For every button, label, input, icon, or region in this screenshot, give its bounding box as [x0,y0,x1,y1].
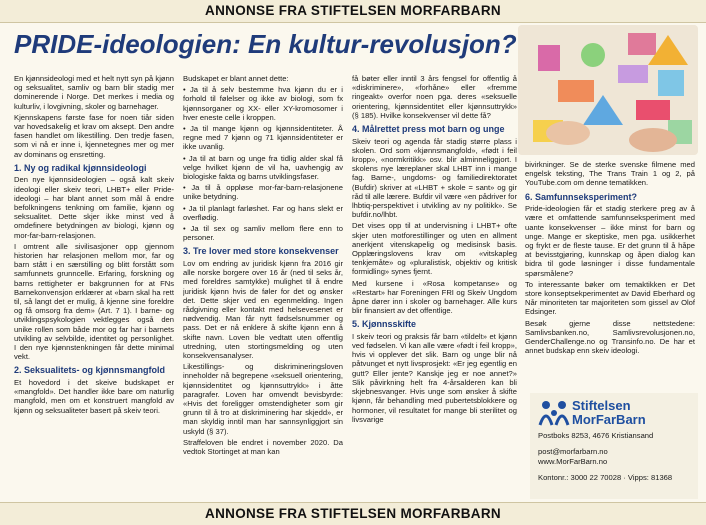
bullet-item: • Ja til mange kjønn og kjønnsidentiteter. Å regne med 7 kjønn og 71 kjønnsidentiteter er ikke uvanlig. [183,124,343,152]
bottom-banner: ANNONSE FRA STIFTELSEN MORFARBARN [0,502,706,525]
bullet-item: • Ja til å oppløse mor-far-barn-relasjonene unike betydning. [183,183,343,202]
paragraph: Straffeloven ble endret i november 2020. Da vedtok Stortinget at man kan [183,437,343,457]
account-number: Kontonr.: 3000 22 70028 · Vipps: 81368 [538,473,673,483]
column-1 [14,74,174,494]
website: www.MorFarBarn.no [538,456,608,466]
paragraph: Pride-ideologien får et stadig sterkere preg av å være et omfattende samfunnseksperiment med uante konsekvenser – ikke minst for barn og unge. Mange er skeptiske, men pga. usikkerhet og frykt er de fleste tause. Er det grunn til å håpe at bevisstgjøring, kunnskap og åpen dialog kan bidra til gode løsninger i disse fundamentale spørsmålene? [525,204,695,278]
paragraph: Skeiv teori og agenda får stadig større plass i skolen. Ord som «kjønnsmangfold», «født i feil kropp», «normkritikk» osv. blir alminneliggjort. I skolens nye læreplaner skal LHBT inn i mange fag. Barne-, ungdoms- og familiedirektoratet (Bufdir) skriver at «LHBT + skole = sant» og gir råd til alle lærere. Bufdir vil være «en pådriver for lhbtiq-perspektivet i utvikling av ny politikk». Se bufdir.no/lhbt. [352,136,517,220]
paragraph: Besøk gjerne disse nettstedene: Samlivsbanken.no, Samlivsrevolusjonen.no, GenderChallenge.no og Transinfo.no. De har et annet budskap enn skeiv ideologi. [525,318,695,356]
section-heading-1: 1. Ny og radikal kjønnsideologi [14,162,147,173]
paragraph: Den nye kjønnsideologien – også kalt skeiv ideologi eller skeiv teori, LHBT+ eller Pride-ideologi – har blant annet som mål å endre befolkningens tenkning om familie, kjønn og seksualitet. Dette skjer ikke minst ved å omdefinere betydningen av biologi, kjønn og mor-far-barn-relasjonen. [14,175,174,240]
section-heading-4: 4. Målrettet press mot barn og unge [352,124,505,135]
paragraph: Likestillings- og diskrimineringsloven inneholder nå begrepene «seksuell orientering, kjønnsidentitet og kjønnsuttrykk» i åtte paragrafer. Loven har omvendt bevisbyrde: «Hvis det foreligger omstendigheter som gir grunn til å tro at diskriminering har skjedd», er man skyldig inntil man har sannsynliggjort sin uskyld (§ 37). [183,362,343,436]
intro-paragraph: En kjønnsideologi med et helt nytt syn på kjønn og seksualitet, samliv og barn blir stadig mer dominerende i Norge. Det merkes i media og kulturliv, i lovgivning, skoler og barnehager. [14,74,174,111]
column-3 [352,74,517,494]
paragraph: Lov om endring av juridisk kjønn fra 2016 gir alle norske borgere over 16 år (ned til seks år, med foreldres samtykke) mulighet til å endre juridisk kjønn hvis de føler for det og ønsker det. Dette skjer ved en egenmelding. Ingen rådgivning eller kontakt med helsevesenet er nødvendig. Man får nytt fødselsnummer og pass. Det er nå enklere å skifte kjønn enn å skifte navn. Loven ble vedtatt uten offentlig utredning, uten stortingsmelding og uten konsekvensanalyser. [183,258,343,360]
column-2 [183,74,343,494]
contact-box [530,393,698,499]
paragraph: I skeiv teori og praksis får barn «tildelt» et kjønn ved fødselen. Vi kan alle være «født i feil kropp», hvis vi opplever det slik. Barn og unge blir nå påtvunget et nytt livsprosjekt: «Er jeg egentlig en gutt? Eller jente? Kanskje jeg er noe annet?» Slik påvirkning helt fra 4-årsalderen kan bli skjebnesvanger. Hvis unge som ønsker å skifte kjønn, får behandling med pubertetsblokkere og hormoner, vil resultatet for mange bli sterilitet og livsvarige [352,331,517,424]
intro-paragraph-2: Kjennskapens første fase for noen tiår siden var hovedsakelig et krav om aksept. Den andre fasen handlet om likestilling. Den tredje fasen, som vi nå er inne i, kjennetegnes mer og mer av dominans og ensretting. [14,112,174,159]
section-heading-2: 2. Seksualitets- og kjønnsmangfold [14,365,166,376]
section-heading-5: 5. Kjønnsskifte [352,319,417,330]
bullet-item: • Ja til planlagt farløshet. Far og hans slekt er overflødig. [183,203,343,222]
paragraph: To interessante bøker om temaktikken er Det store konseptsekperimentet av David Eberhard og Når minoriteten tar majoriteten som gissel av Olof Edsinger. [525,279,695,317]
paragraph: bivirkninger. Se de sterke svenske filmene med engelsk teksting, The Trans Train 1 og 2, på YouTube.com om denne tematikken. [525,160,695,188]
postal-address: Postboks 8253, 4676 Kristiansand [538,431,654,440]
family-figures-logo-icon [538,399,570,432]
top-banner: ANNONSE FRA STIFTELSEN MORFARBARN [0,0,706,23]
paragraph: Det vises opp til at undervisning i LHBT+ ofte skjer uten motforestillinger og uten en allment anerkjent vitenskapelig og medisinsk basis. Opplæringslovens krav om «vitskapleg tenkjemåte» og «pluralistisk, objektiv og kritisk formidling» synes fjernt. [352,221,517,277]
organization-name: Stiftelsen MorFarBarn [572,398,646,427]
email-address: post@morfarbarn.no [538,447,608,457]
contact-details [538,431,694,483]
column-4 [525,160,695,380]
bullet-item: • Ja til sex og samliv mellom flere enn to personer. [183,224,343,243]
page-title: PRIDE-ideologien: En kultur-revolusjon? [14,29,517,59]
paragraph: Et hovedord i det skeive budskapet er «mangfold». Det handler ikke bare om naturlig mangfold, men om et konstruert mangfold av kjønn og seksualiteter basert på skeiv teori. [14,377,174,415]
paragraph: få bøter eller inntil 3 års fengsel for offentlig å «diskriminere», «forhåne» eller «fremme ringeakt» overfor noen pga. deres «seksuelle orientering, kjønnsidentitet eller kjønnsuttrykk» (§ 185). Hvilke konsekvenser vil dette få? [352,74,517,120]
section-heading-6: 6. Samfunnseksperiment? [525,191,638,202]
blocks-illustration-icon [518,25,698,155]
bullet-item: • Ja til at barn og unge fra tidlig alder skal få velge hvilket kjønn de vil ha, uavhengig av biologiske fakta og barns utviklingsfaser. [183,153,343,182]
paragraph: I omtrent alle sivilisasjoner opp gjennom historien har relasjonen mellom mor, far og barn stått i en særstilling og blitt forstått som samfunnets grunncelle. Erfaring, forskning og barns rettigheter er bakgrunnen for at FNs Barnekonvensjon erklærer at «barn skal ha rett til, så langt det er mulig, å kjenne sine foreldre og få omsorg fra dem» (Art. 7 1). I barne- og utviklingspsykologien vektlegges også den unike rollen som både mor og far har i barnets utvikling av selvbilde, identitet og personlighet. I den nye kjønnstenkningen får dette minimal vekt. [14,241,174,362]
children-playing-with-blocks-image [518,25,698,155]
paragraph: Budskapet er blant annet dette: [183,74,289,83]
bullet-item: • Ja til å selv bestemme hva kjønn du er i forhold til følelser og ikke av biologi, som fx kjønnsorganer og XX- eller XY-kromosomer i hver eneste celle i kroppen. [183,85,343,122]
section-heading-3: 3. Tre lover med store konsekvenser [183,246,339,257]
paragraph: Med kursene i «Rosa kompetanse» og «Restart» har Foreningen FRI og Skeiv Ungdom åpne dører inn i skoler og barnehager. Alle kurs blir finansiert av det offentlige. [352,278,517,316]
